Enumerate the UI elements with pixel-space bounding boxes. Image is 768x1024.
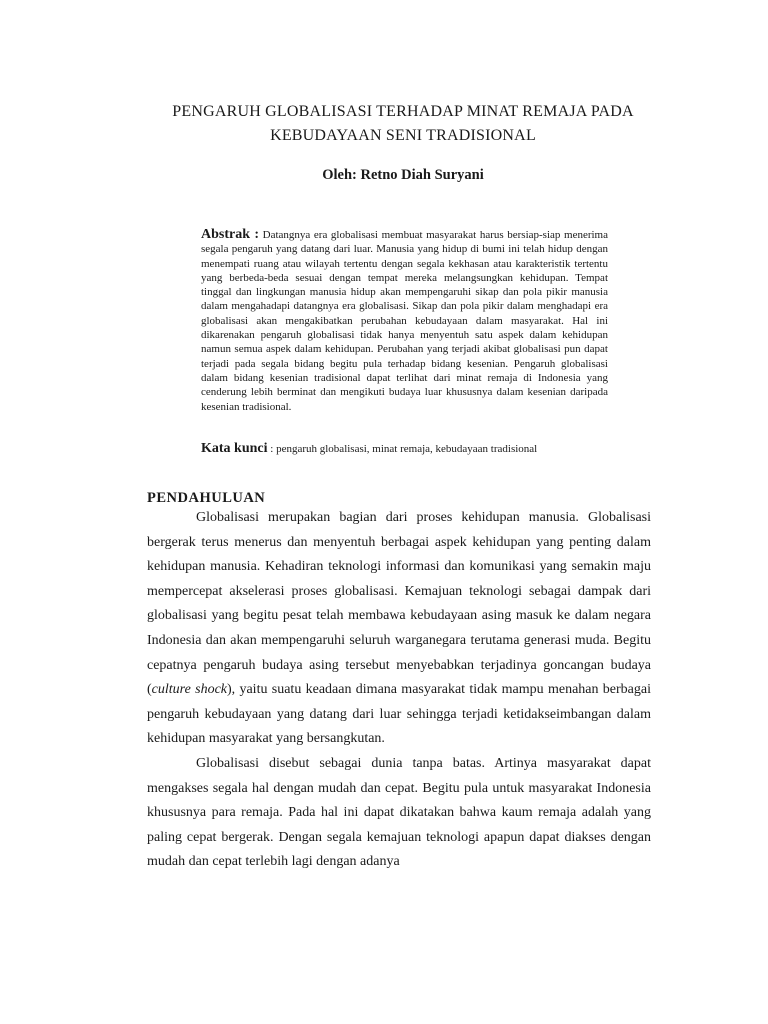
keywords-line bbox=[201, 441, 621, 457]
paragraph-1-italic: culture shock bbox=[151, 682, 227, 698]
body-text bbox=[147, 506, 651, 875]
abstract-block bbox=[201, 228, 608, 414]
paragraph-1-part-b: ), yaitu suatu keadaan dimana masyarakat tidak mampu menahan berbagai pengaruh kebudayaan yang datang dari luar sehingga terjadi ketidakseimbangan dalam kehidupan masyarakat yang bersangkutan. bbox=[147, 682, 651, 747]
author-line: Oleh: Retno Diah Suryani bbox=[322, 167, 484, 183]
paragraph-1-part-a: Globalisasi merupakan bagian dari proses kehidupan manusia. Globalisasi bergerak terus menerus dan menyentuh berbagai aspek kehidupan yang penting dalam kehidupan manusia. Kehadiran teknologi informasi dan komunikasi yang semakin maju mempercepat akselerasi proses globalisasi. Kemajuan teknologi sebagai dampak dari globalisasi yang begitu pesat telah membawa kebudayaan asing masuk ke dalam negara Indonesia dan akan mempengaruhi seluruh warganegara terutama generasi muda. Begitu cepatnya pengaruh budaya asing tersebut menyebabkan terjadinya goncangan budaya ( bbox=[147, 510, 651, 698]
abstract-text: Datangnya era globalisasi membuat masyarakat harus bersiap-siap menerima segala pengaruh yang datang dari luar. Manusia yang hidup di bumi ini telah hidup dengan menempati ruang atau wilayah tertentu dengan segala kekhasan atau karakteristik tertentu yang berbeda-beda sesuai dengan tempat mereka melangsungkan kehidupan. Tempat tinggal dan lingkungan manusia hidup akan mempengaruhi sikap dan pola pikir manusia dalam mengahadapi datangnya era globalisasi. Sikap dan pola pikir dalam menghadapi era globalisasi akan mengakibatkan perubahan kebudayaan dalam masyarakat. Hal ini dikarenakan pengaruh globalisasi tidak hanya menyentuh satu aspek dalam kehidupan namun semua aspek dalam kehidupan. Perubahan yang terjadi akibat globalisasi pun dapat terjadi pada segala bidang begitu pula terhadap bidang kesenian. Pengaruh globalisasi dalam bidang kesenian tradisional dapat terlihat dari minat remaja di Indonesia yang cenderung lebih berminat dan mengikuti budaya luar khususnya dalam kesenian daripada kesenian tradisional. bbox=[201, 229, 608, 413]
title-line-2: KEBUDAYAAN SENI TRADISIONAL bbox=[270, 127, 536, 144]
title-line-1: PENGARUH GLOBALISASI TERHADAP MINAT REMAJA PADA bbox=[172, 103, 634, 120]
paragraph-2: Globalisasi disebut sebagai dunia tanpa batas. Artinya masyarakat dapat mengakses segala hal dengan mudah dan cepat. Begitu pula untuk masyarakat Indonesia khususnya para remaja. Pada hal ini dapat dikatakan bahwa kaum remaja adalah yang paling cepat bergerak. Dengan segala kemajuan teknologi apapun dapat diakses dengan mudah dan cepat terlebih lagi dengan adanya bbox=[147, 755, 651, 870]
abstract-label: Abstrak : bbox=[201, 227, 260, 242]
paragraph-1 bbox=[147, 506, 651, 752]
section-heading: PENDAHULUAN bbox=[147, 490, 266, 506]
keywords-label: Kata kunci bbox=[201, 441, 268, 456]
keywords-text: : pengaruh globalisasi, minat remaja, kebudayaan tradisional bbox=[267, 443, 538, 455]
